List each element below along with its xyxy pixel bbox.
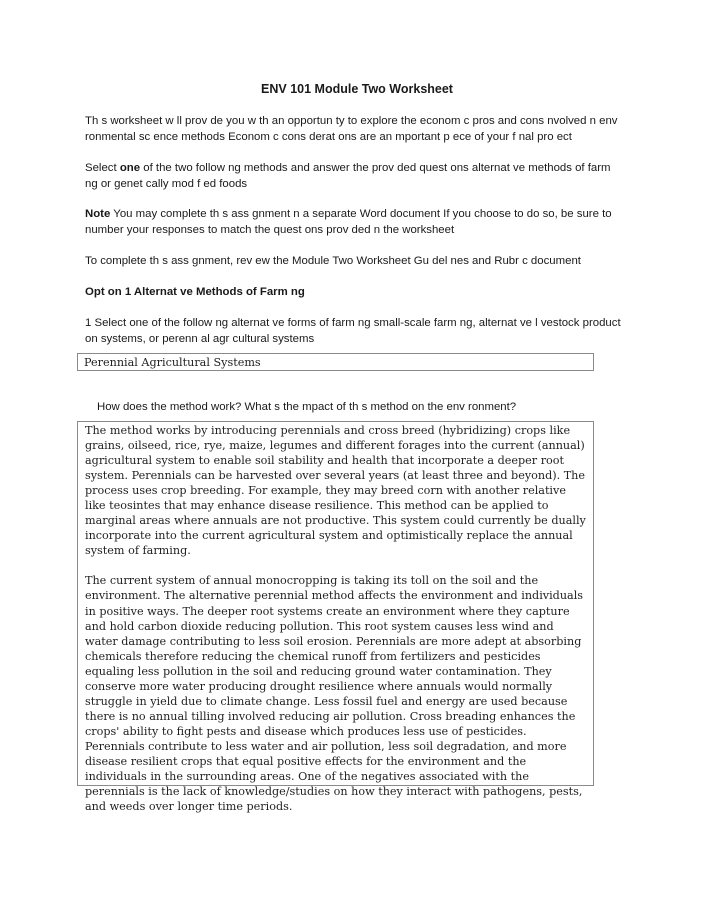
- select-prefix: Select: [85, 162, 120, 174]
- note-label: Note: [85, 208, 111, 220]
- option-heading: Opt on 1 Alternat ve Methods of Farm ng: [85, 286, 305, 298]
- select-rest: of the two follow ng methods and answer the prov ded quest ons alternat ve methods of farm ng or genet cally mod f ed foods: [85, 162, 611, 190]
- select-instructions: [85, 160, 625, 192]
- intro-paragraph: Th s worksheet w ll prov de you w th an opportun ty to explore the econom c pros and cons nvolved n env ronmental sc ence methods Econom c cons derat ons are an mportant p ece of your f nal pro ect: [85, 115, 618, 143]
- complete-instructions: To complete th s ass gnment, rev ew the Module Two Worksheet Gu del nes and Rubr c document: [85, 255, 581, 267]
- question-1: 1 Select one of the follow ng alternat ve forms of farm ng small-scale farm ng, alternat ve l vestock product on systems, or perenn al agr cultural systems: [85, 317, 621, 345]
- note-text: You may complete th s ass gnment n a separate Word document If you choose to do so, be sure to number your responses to match the quest ons prov ded n the worksheet: [85, 208, 612, 236]
- select-emphasis: one: [119, 162, 141, 174]
- answer-1-field[interactable]: Perennial Agricultural Systems: [77, 353, 594, 371]
- note-paragraph: [85, 206, 625, 238]
- answer-2-paragraph-1: The method works by introducing perennials and cross breed (hybridizing) crops like grains, oilseed, rice, rye, maize, legumes and different forages into the current (annual) agricultural system to enable soil stability and health that incorporate a deeper root system. Perennials can be harvested over several years (at least three and beyond). The process uses crop breeding. For example, they may breed corn with another relative like teosintes that may enhance disease resilience. This method can be applied to marginal areas where annuals are not productive. This system could currently be dually incorporate into the current agricultural system and optimistically replace the annual system of farming.: [85, 424, 586, 558]
- answer-2-paragraph-2: The current system of annual monocropping is taking its toll on the soil and the environment. The alternative perennial method affects the environment and individuals in positive ways. The deeper root systems create an environment where they capture and hold carbon dioxide reducing pollution. This root system causes less wind and water damage contributing to less soil erosion. Perennials are more adept at absorbing chemicals therefore reducing the chemical runoff from fertilizers and pesticides equaling less pollution in the soil and reducing ground water contamination. They conserve more water producing drought resilience where annuals would normally struggle in yield due to climate change. Less fossil fuel and energy are used because there is no annual tilling involved reducing air pollution. Cross breading enhances the crops' ability to fight pests and disease which produces less use of pesticides. Perennials contribute to less water and air pollution, less soil degradation, and more disease resilient crops that equal positive effects for the environment and the individuals in the surrounding areas. One of the negatives associated with the perennials is the lack of knowledge/studies on how they interact with pathogens, pests, and weeds over longer time periods.: [85, 574, 584, 814]
- answer-2-field[interactable]: [77, 421, 594, 814]
- question-2: How does the method work? What s the mpact of th s method on the env ronment?: [97, 401, 517, 413]
- document-title: ENV 101 Module Two Worksheet: [261, 82, 453, 96]
